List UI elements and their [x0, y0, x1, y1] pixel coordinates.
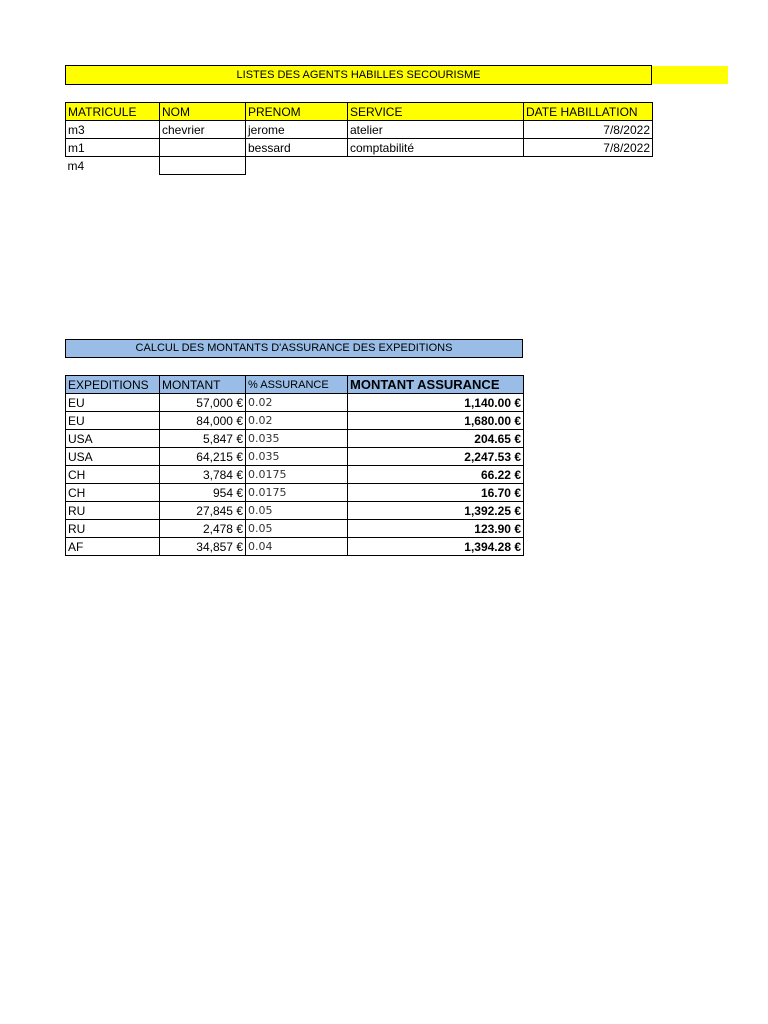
cell-montant: 57,000 € — [160, 394, 246, 412]
table-row — [66, 520, 524, 538]
table-row — [66, 412, 524, 430]
cell-montant-assurance: 1,680.00 € — [348, 412, 524, 430]
cell-montant: 84,000 € — [160, 412, 246, 430]
cell-montant-assurance: 204.65 € — [348, 430, 524, 448]
cell-matricule: m4 — [67, 158, 85, 173]
cell-montant-assurance: 1,140.00 € — [348, 394, 524, 412]
cell-date: 7/8/2022 — [524, 121, 653, 139]
cell-montant: 27,845 € — [160, 502, 246, 520]
cell-montant-assurance: 1,394.28 € — [348, 538, 524, 556]
cell-montant: 2,478 € — [160, 520, 246, 538]
cell-prenom — [246, 157, 348, 175]
cell-expedition: RU — [66, 520, 160, 538]
cell-nom — [160, 139, 246, 157]
cell-expedition: USA — [66, 448, 160, 466]
table-row — [66, 466, 524, 484]
agents-header-row — [66, 103, 653, 121]
agents-table-title: LISTES DES AGENTS HABILLES SECOURISME — [65, 65, 652, 85]
table-row — [66, 430, 524, 448]
cell-expedition: CH — [66, 484, 160, 502]
cell-pct-assurance: 0.0175 — [246, 484, 348, 502]
table-row — [66, 157, 653, 175]
header-date-habillation: DATE HABILLATION — [524, 103, 653, 121]
cell-montant-assurance: 66.22 € — [348, 466, 524, 484]
cell-pct-assurance: 0.0175 — [246, 466, 348, 484]
header-service: SERVICE — [348, 103, 524, 121]
cell-date: 7/8/2022 — [524, 139, 653, 157]
cell-pct-assurance: 0.02 — [246, 412, 348, 430]
header-matricule: MATRICULE — [66, 103, 160, 121]
cell-montant-assurance: 2,247.53 € — [348, 448, 524, 466]
insurance-table — [65, 375, 524, 556]
cell-prenom: jerome — [246, 121, 348, 139]
cell-pct-assurance: 0.04 — [246, 538, 348, 556]
cell-pct-assurance: 0.035 — [246, 430, 348, 448]
header-pct-assurance: % ASSURANCE — [246, 376, 348, 394]
cell-pct-assurance: 0.02 — [246, 394, 348, 412]
agents-table — [65, 102, 653, 175]
header-nom: NOM — [160, 103, 246, 121]
cell-montant: 954 € — [160, 484, 246, 502]
title-highlight-extension — [652, 66, 728, 84]
header-montant: MONTANT — [160, 376, 246, 394]
cell-nom: chevrier — [160, 121, 246, 139]
cell-expedition: EU — [66, 394, 160, 412]
cell-montant: 3,784 € — [160, 466, 246, 484]
cell-date — [524, 157, 653, 175]
insurance-header-row — [66, 376, 524, 394]
cell-expedition: USA — [66, 430, 160, 448]
table-row — [66, 448, 524, 466]
table-row — [66, 538, 524, 556]
cell-service — [348, 157, 524, 175]
cell-pct-assurance: 0.035 — [246, 448, 348, 466]
table-row — [66, 502, 524, 520]
cell-montant-assurance: 123.90 € — [348, 520, 524, 538]
cell-montant: 5,847 € — [160, 430, 246, 448]
header-montant-assurance: MONTANT ASSURANCE — [348, 376, 524, 394]
cell-montant-assurance: 1,392.25 € — [348, 502, 524, 520]
cell-pct-assurance: 0.05 — [246, 502, 348, 520]
cell-matricule: m3 — [66, 121, 160, 139]
cell-expedition: EU — [66, 412, 160, 430]
cell-service: comptabilité — [348, 139, 524, 157]
header-prenom: PRENOM — [246, 103, 348, 121]
table-row — [66, 139, 653, 157]
table-row — [66, 121, 653, 139]
cell-prenom: bessard — [246, 139, 348, 157]
cell-pct-assurance: 0.05 — [246, 520, 348, 538]
cell-service: atelier — [348, 121, 524, 139]
table-row — [66, 394, 524, 412]
table-row — [66, 484, 524, 502]
cell-expedition: AF — [66, 538, 160, 556]
cell-nom — [160, 157, 246, 175]
cell-montant-assurance: 16.70 € — [348, 484, 524, 502]
cell-montant: 34,857 € — [160, 538, 246, 556]
insurance-table-title: CALCUL DES MONTANTS D'ASSURANCE DES EXPEDITIONS — [65, 339, 523, 358]
cell-montant: 64,215 € — [160, 448, 246, 466]
header-expeditions: EXPEDITIONS — [66, 376, 160, 394]
cell-matricule: m1 — [66, 139, 160, 157]
cell-expedition: RU — [66, 502, 160, 520]
cell-expedition: CH — [66, 466, 160, 484]
